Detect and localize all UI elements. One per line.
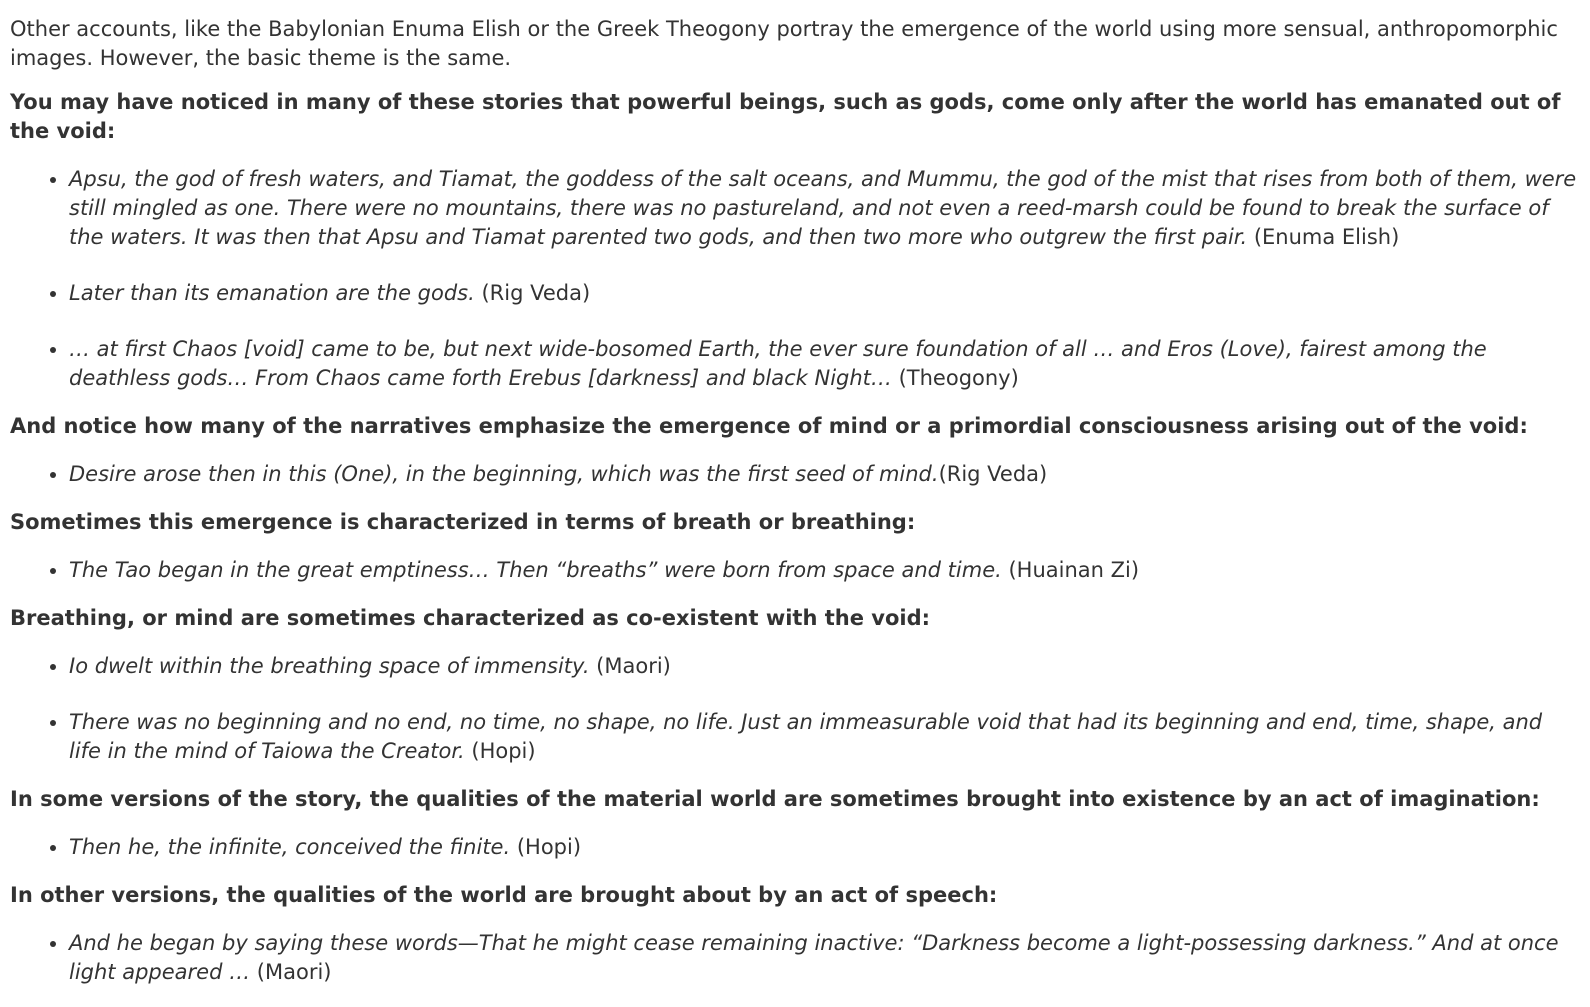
section-heading: You may have noticed in many of these stories that powerful beings, such as gods, come only after the world has emanated out of the void: — [10, 90, 1561, 143]
quote-text: There was no beginning and no end, no time, no shape, no life. Just an immeasurable void that had its beginning and end, time, shape, and life in the mind of Taiowa the Creator. — [69, 710, 1543, 763]
quote-source: (Hopi) — [510, 835, 582, 859]
list-item — [69, 279, 1580, 308]
list-item — [69, 833, 1580, 862]
quote-text: Apsu, the god of fresh waters, and Tiamat, the goddess of the salt oceans, and Mummu, the god of the mist that rises from both of them, were still mingled as one. There were no mountains, there was no pastureland, and not even a reed-marsh could be found to break the surface of the waters. It was then that Apsu and Tiamat parented two gods, and then two more who outgrew the first pair. — [69, 167, 1577, 249]
list-item — [69, 335, 1580, 393]
section-heading: In some versions of the story, the qualities of the material world are sometimes brought into existence by an act of imagination: — [10, 787, 1540, 811]
quote-text: … at first Chaos [void] came to be, but next wide-bosomed Earth, the ever sure foundation of all … and Eros (Love), fairest among the deathless gods… From Chaos came forth Erebus [darkness] and black Night… — [69, 337, 1487, 390]
list-item — [69, 652, 1580, 681]
list-item — [69, 460, 1580, 489]
quote-list — [10, 165, 1580, 393]
quote-list — [10, 833, 1580, 862]
quote-list — [10, 929, 1580, 987]
quote-text: Then he, the infinite, conceived the finite. — [69, 835, 511, 859]
section-heading: In other versions, the qualities of the world are brought about by an act of speech: — [10, 883, 998, 907]
list-item — [69, 556, 1580, 585]
section-heading: And notice how many of the narratives emphasize the emergence of mind or a primordial consciousness arising out of the void: — [10, 414, 1528, 438]
quote-text: Later than its emanation are the gods. — [69, 281, 475, 305]
section-heading: Breathing, or mind are sometimes characterized as co-existent with the void: — [10, 606, 931, 630]
quote-source: (Rig Veda) — [938, 462, 1048, 486]
quote-list — [10, 652, 1580, 766]
quote-text: And he began by saying these words—That he might cease remaining inactive: “Darkness become a light-possessing darkness.” And at once light appeared … — [69, 931, 1559, 984]
quote-source: (Theogony) — [891, 366, 1019, 390]
quote-text: Io dwelt within the breathing space of immensity. — [69, 654, 590, 678]
quote-source: (Maori) — [250, 960, 332, 984]
quote-source: (Maori) — [589, 654, 671, 678]
quote-list — [10, 460, 1580, 489]
quote-source: (Rig Veda) — [474, 281, 591, 305]
section-heading: Sometimes this emergence is characterized in terms of breath or breathing: — [10, 510, 916, 534]
quote-text: The Tao began in the great emptiness… Then “breaths” were born from space and time. — [69, 558, 1002, 582]
quote-source: (Enuma Elish) — [1247, 225, 1400, 249]
quote-source: (Hopi) — [464, 739, 536, 763]
list-item — [69, 165, 1580, 252]
quote-list — [10, 556, 1580, 585]
quote-source: (Huainan Zi) — [1001, 558, 1140, 582]
intro-paragraph: Other accounts, like the Babylonian Enuma Elish or the Greek Theogony portray the emergence of the world using more sensual, anthropomorphic images. However, the basic theme is the same. — [10, 17, 1558, 70]
quote-text: Desire arose then in this (One), in the beginning, which was the first seed of mind. — [69, 462, 939, 486]
list-item — [69, 929, 1580, 987]
list-item — [69, 708, 1580, 766]
